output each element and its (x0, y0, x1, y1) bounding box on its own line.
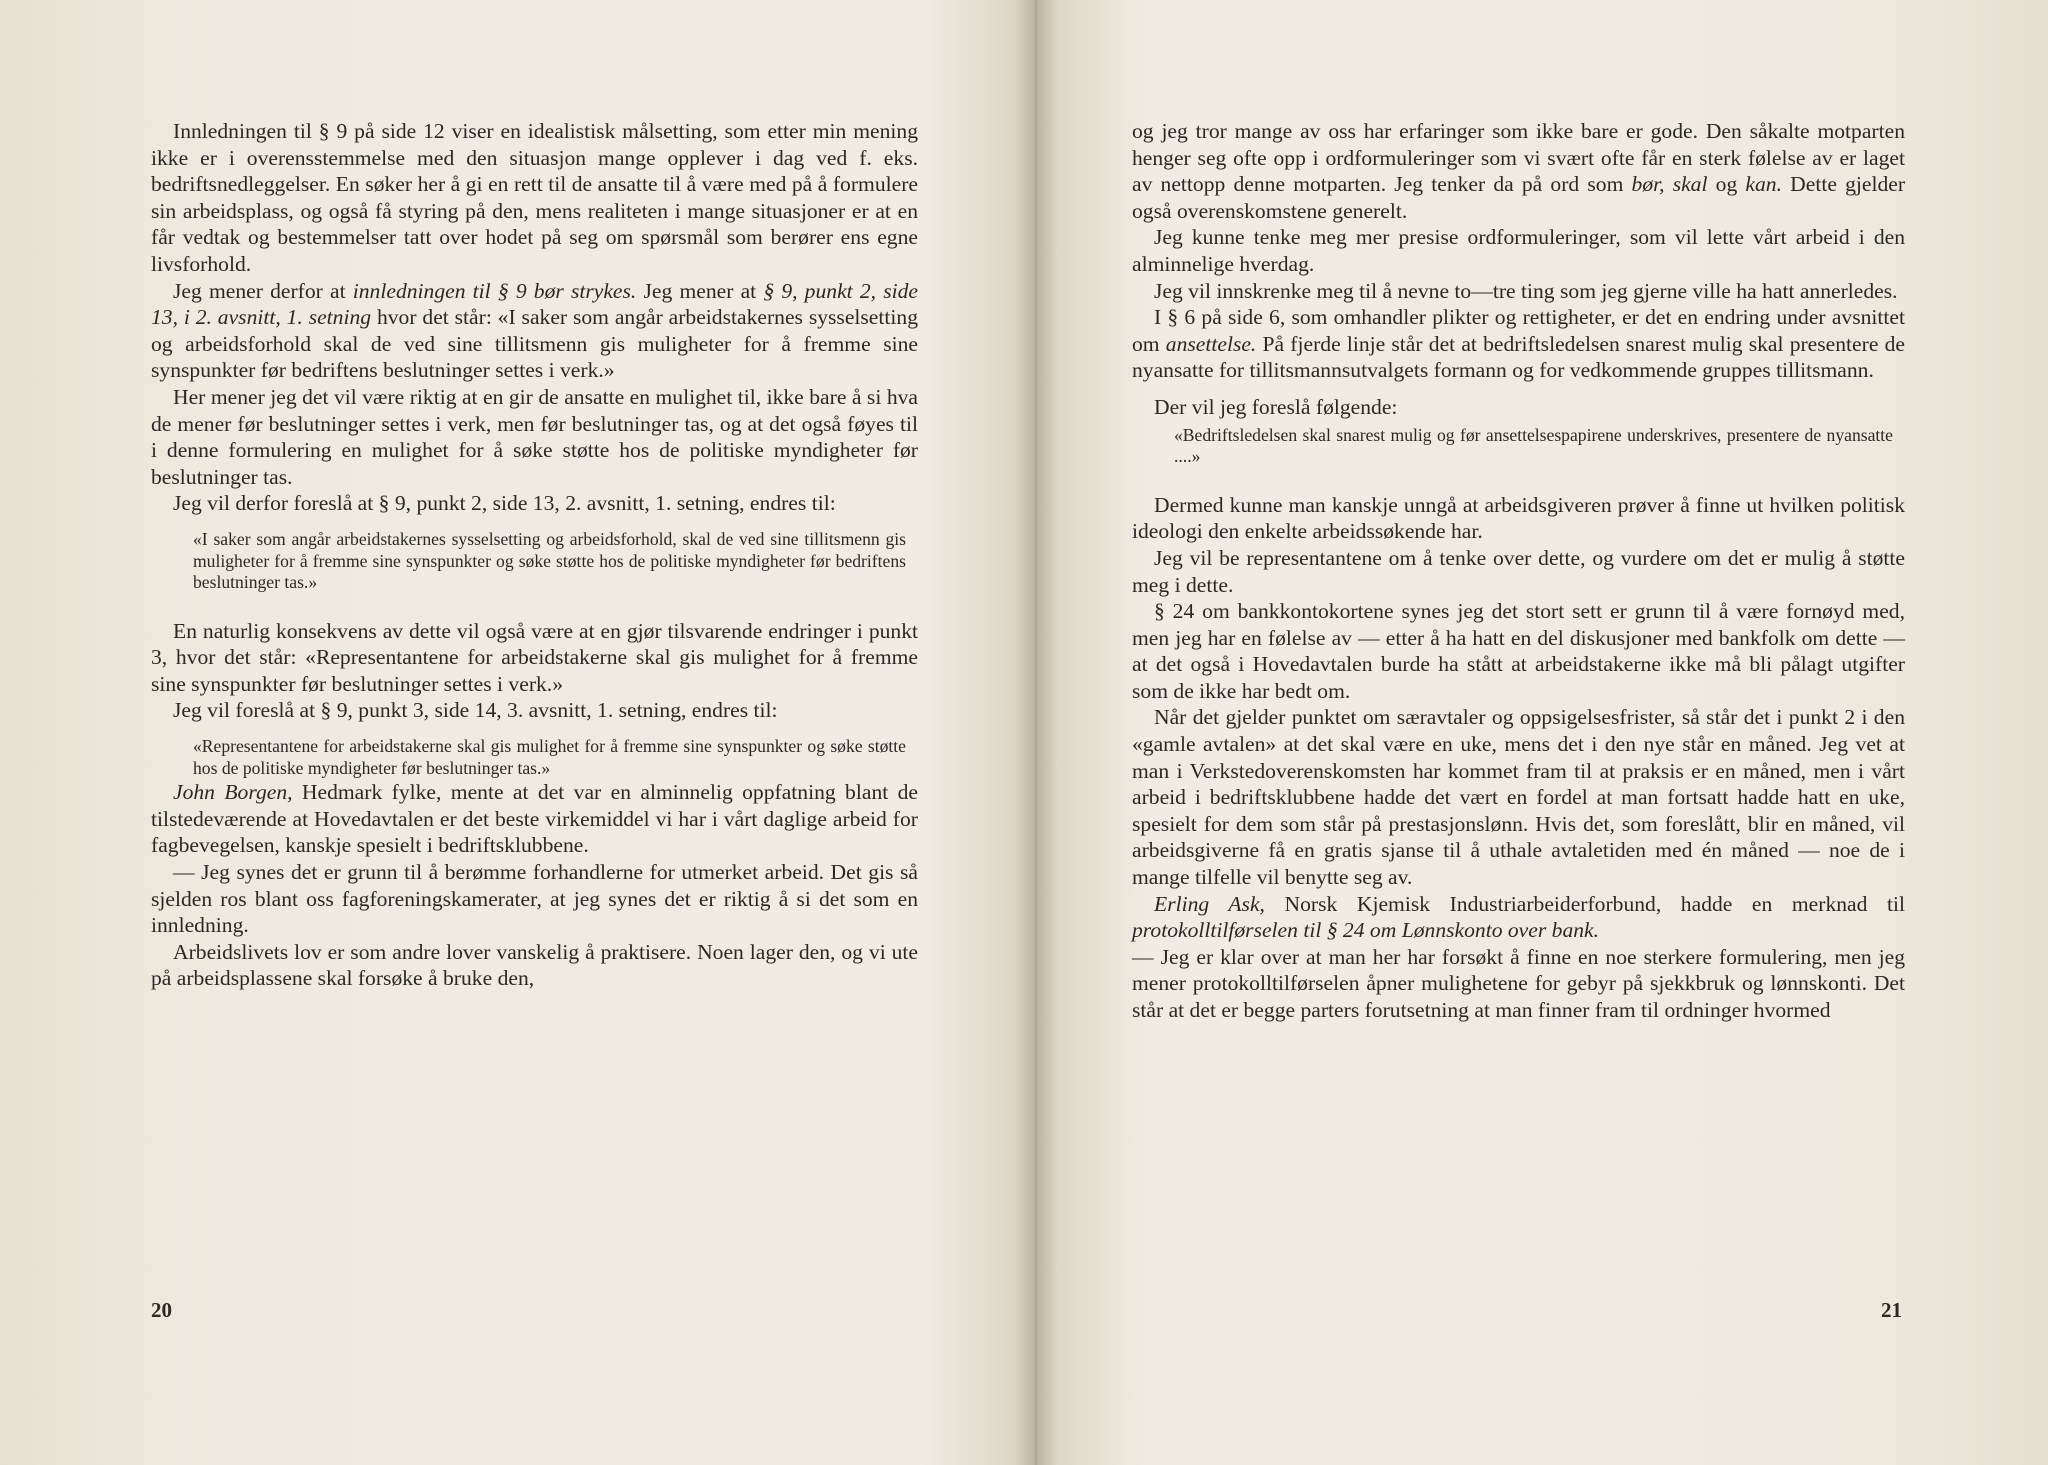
speaker-name: Erling Ask, (1154, 891, 1265, 916)
paragraph: En naturlig konsekvens av dette vil også være at en gjør tilsvarende endringer i punkt 3, hvor det står: «Representantene for arbeidstakerne skal gis mulighet for å fremme sine synspunkter før beslutninger settes i verk.» (151, 618, 918, 696)
paragraph: Jeg mener derfor at innledningen til § 9 bør strykes. Jeg mener at § 9, punkt 2, side 13, i 2. avsnitt, 1. setning hvor det står: «I saker som angår arbeidstakernes sysselsetting og arbeidsforhold skal de ved sine tillitsmenn gis muligheter for å fremme sine synspunkter før bedriftens beslutninger settes i verk.» (151, 278, 918, 383)
left-page (0, 0, 1018, 1465)
paragraph: Jeg kunne tenke meg mer presise ordformuleringer, som vil lette vårt arbeid i den alminnelige hverdag. (1132, 225, 1905, 276)
paragraph: — Jeg synes det er grunn til å berømme forhandlerne for utmerket arbeid. Det gis så sjelden ros blant oss fagforeningskamerater, at jeg synes det er riktig å si det som en innledning. (151, 860, 918, 938)
left-page-body (151, 118, 918, 992)
page-number: 20 (151, 1298, 172, 1322)
paragraph: Når det gjelder punktet om særavtaler og oppsigelsesfrister, så står det i punkt 2 i den «gamle avtalen» at det skal være en uke, mens det i den nye står en måned. Jeg vet at man i Verkstedoverenskomsten har kommet fram til at praksis er en måned, men i vårt arbeid i bedriftsklubbene hadde det vært en fordel at man fortsatt hadde hatt en uke, spesielt for dem som står på prestasjonslønn. Hvis det, som foreslått, blir en måned, vil arbeidsgiverne få en gratis sjanse til å uthale avtaletiden med én måned — noe de i mange tilfelle vil benytte seg av. (1132, 705, 1905, 890)
speaker-name: John Borgen, (173, 780, 293, 805)
paragraph: og jeg tror mange av oss har erfaringer som ikke bare er gode. Den såkalte motparten henger seg ofte opp i ordformuleringer som vi svært ofte får en sterk følelse av er laget av nettopp denne motparten. Jeg tenker da på ord som bør, skal og kan. Dette gjelder også overenskomstene generelt. (1132, 119, 1906, 223)
right-page (1050, 0, 2048, 1465)
paragraph: Innledningen til § 9 på side 12 viser en idealistisk målsetting, som etter min mening ikke er i overensstemmelse med den situasjon mange opplever i dag ved f. eks. bedriftsnedleggelser. En søker her å gi en rett til de ansatte til å være med på å formulere sin arbeidsplass, og også få styring på den, mens realiteten i mange situasjoner er at en får vedtak og bestemmelser tatt over hodet på seg om spørsmål som berører ens egne livsforhold. (151, 119, 918, 276)
paragraph: Jeg vil be representantene om å tenke over dette, og vurdere om det er mulig å støtte meg i dette. (1132, 545, 1905, 597)
paragraph: Dermed kunne man kanskje unngå at arbeidsgiveren prøver å finne ut hvilken politisk ideologi den enkelte arbeidssøkende har. (1132, 492, 1905, 544)
block-quote: «Representantene for arbeidstakerne skal gis mulighet for å fremme sine synspunkter og søke støtte hos de politiske myndigheter før beslutninger tas.» (193, 736, 906, 778)
paragraph: Der vil jeg foreslå følgende: (1154, 394, 1398, 419)
page-number: 21 (1881, 1298, 1902, 1322)
speaker-paragraph: Erling Ask, Norsk Kjemisk Industriarbeiderforbund, hadde en merknad til protokolltilførselen til § 24 om Lønnskonto over bank. (1132, 891, 1905, 943)
right-page-body (1132, 118, 1905, 1024)
paragraph: Jeg vil derfor foreslå at § 9, punkt 2, side 13, 2. avsnitt, 1. setning, endres til: (173, 491, 836, 516)
paragraph: Her mener jeg det vil være riktig at en gir de ansatte en mulighet til, ikke bare å si hva de mener før beslutninger settes i verk, men før beslutninger tas, og at det også føyes til i denne formulering en mulighet for å søke støtte hos de politiske myndigheter før beslutninger tas. (151, 384, 918, 489)
block-quote: «Bedriftsledelsen skal snarest mulig og før ansettelsespapirene underskrives, presentere de nyansatte ....» (1174, 424, 1893, 467)
speaker-paragraph: John Borgen, Hedmark fylke, mente at det var en alminnelig oppfatning blant de tilstedeværende at Hovedavtalen er det beste virkemiddel vi har i vårt daglige arbeid for fagbevegelsen, kanskje spesielt i bedriftsklubbene. (151, 780, 918, 858)
paragraph: § 24 om bankkontokortene synes jeg det stort sett er grunn til å være fornøyd med, men jeg har en følelse av — etter å ha hatt en del diskusjoner med bankfolk om dette — at det også i Hovedavtalen burde ha stått at arbeidstakerne ikke må bli pålagt utgifter som de ikke har bedt om. (1132, 599, 1905, 703)
paragraph: — Jeg er klar over at man her har forsøkt å finne en noe sterkere formulering, men jeg mener protokolltilførselen åpner mulighetene for gebyr på sjekkbruk og lønnskonti. Det står at det er begge parters forutsetning at man finner fram til ordninger hvormed (1132, 944, 1905, 1022)
paragraph: Jeg vil foreslå at § 9, punkt 3, side 14, 3. avsnitt, 1. setning, endres til: (173, 698, 778, 723)
paragraph: Arbeidslivets lov er som andre lover vanskelig å praktisere. Noen lager den, og vi ute på arbeidsplassene skal forsøke å bruke den, (151, 939, 918, 991)
paragraph: Jeg vil innskrenke meg til å nevne to—tre ting som jeg gjerne ville ha hatt annerledes. (1154, 278, 1898, 303)
paragraph: I § 6 på side 6, som omhandler plikter og rettigheter, er det en endring under avsnittet om ansettelse. På fjerde linje står det at bedriftsledelsen snarest mulig skal presentere de nyansatte for tillitsmannsutvalgets formann og for vedkommende gruppes tillitsmann. (1132, 305, 1905, 383)
block-quote: «I saker som angår arbeidstakernes sysselsetting og arbeidsforhold, skal de ved sine tillitsmenn gis muligheter for å fremme sine synspunkter og søke støtte hos de politiske myndigheter før bedriftens beslutninger tas.» (193, 528, 906, 593)
